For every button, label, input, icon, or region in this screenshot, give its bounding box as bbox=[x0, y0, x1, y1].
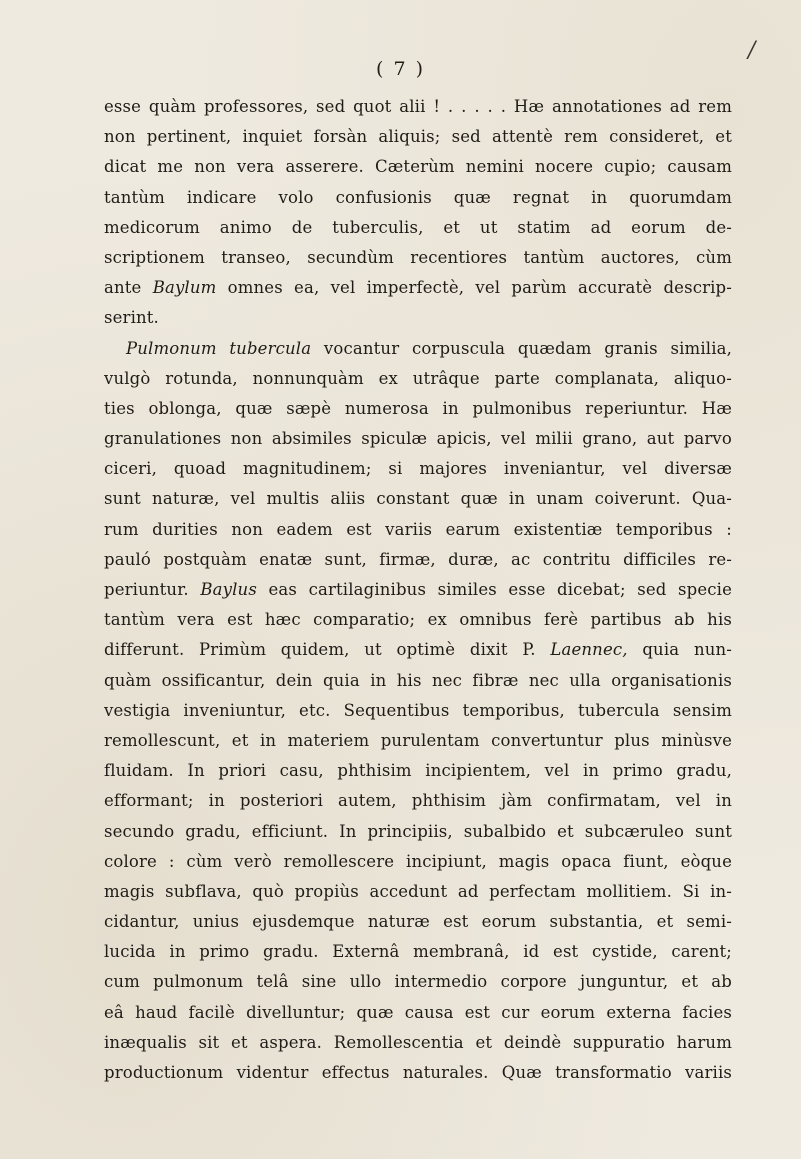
text-line bbox=[104, 364, 732, 394]
text-line bbox=[104, 484, 732, 514]
text-span: ties oblonga, quæ sæpè numerosa in pulmonibus reperiuntur. Hæ bbox=[104, 398, 732, 418]
text-span: tantùm indicare volo confusionis quæ regnat in quorumdam bbox=[104, 187, 732, 207]
text-span: omnes ea, vel imperfectè, vel parùm accuratè descrip- bbox=[216, 278, 732, 298]
text-line bbox=[104, 303, 732, 333]
text-span: ciceri, quoad magnitudinem; si majores inveniantur, vel diversæ bbox=[104, 459, 732, 479]
text-span: dicat me non vera asserere. Cæterùm nemini nocere cupio; causam bbox=[104, 157, 732, 177]
text-line bbox=[104, 92, 732, 122]
text-span: rum durities non eadem est variis earum existentiæ temporibus : bbox=[104, 519, 732, 539]
text-line bbox=[104, 334, 732, 364]
text-span: quia nun- bbox=[627, 640, 732, 660]
text-span: periuntur. bbox=[104, 580, 201, 599]
text-line bbox=[104, 273, 732, 303]
text-span: vocantur corpuscula quædam granis similia, bbox=[311, 338, 732, 358]
text-line bbox=[104, 515, 732, 545]
text-span: remollescunt, et in materiem purulentam convertuntur plus minùsve bbox=[104, 730, 732, 750]
text-line bbox=[104, 967, 732, 997]
text-line bbox=[104, 213, 732, 243]
page-number: ( 7 ) bbox=[376, 58, 425, 80]
text-line bbox=[104, 726, 732, 756]
text-line bbox=[104, 605, 732, 635]
text-line bbox=[104, 666, 732, 696]
text-span: secundo gradu, efficiunt. In principiis, subalbido et subcæruleo sunt bbox=[104, 821, 732, 841]
text-line bbox=[104, 1058, 732, 1088]
text-span: eâ haud facilè divelluntur; quæ causa est cur eorum externa facies bbox=[104, 1002, 732, 1022]
text-span: eas cartilaginibus similes esse dicebat; sed specie bbox=[256, 580, 732, 599]
text-line bbox=[104, 937, 732, 967]
text-span: ante bbox=[104, 278, 153, 298]
corner-mark: / bbox=[748, 38, 756, 63]
text-span: Baylus bbox=[200, 580, 257, 599]
text-line bbox=[104, 152, 732, 182]
text-span: Pulmonum tubercula bbox=[126, 338, 312, 358]
text-span: medicorum animo de tuberculis, et ut statim ad eorum de- bbox=[104, 217, 732, 237]
text-line bbox=[104, 545, 732, 575]
text-span: magis subflava, quò propiùs accedunt ad perfectam mollitiem. Si in- bbox=[104, 881, 732, 901]
text-span: Baylum bbox=[152, 278, 217, 298]
text-span: esse quàm professores, sed quot alii ! . . . . . Hæ annotationes ad rem bbox=[104, 97, 732, 116]
text-span: colore : cùm verò remollescere incipiunt, magis opaca fiunt, eòque bbox=[104, 851, 732, 871]
text-line bbox=[104, 122, 732, 152]
text-span: efformant; in posteriori autem, phthisim jàm confirmatam, vel in bbox=[104, 791, 732, 811]
text-line bbox=[104, 907, 732, 937]
text-line bbox=[104, 1028, 732, 1058]
text-line bbox=[104, 575, 732, 605]
text-span: lucida in primo gradu. Externâ membranâ, id est cystide, carent; bbox=[104, 942, 732, 962]
text-line bbox=[104, 877, 732, 907]
text-line bbox=[104, 786, 732, 816]
text-line bbox=[104, 394, 732, 424]
text-line bbox=[104, 817, 732, 847]
text-line bbox=[104, 424, 732, 454]
text-span: cidantur, unius ejusdemque naturæ est eorum substantia, et semi- bbox=[104, 912, 732, 932]
text-line bbox=[104, 243, 732, 273]
text-line bbox=[104, 696, 732, 726]
text-span: Laennec, bbox=[550, 640, 628, 660]
text-span: scriptionem transeo, secundùm recentiores tantùm auctores, cùm bbox=[104, 247, 732, 267]
text-span: non pertinent, inquiet forsàn aliquis; sed attentè rem consideret, et bbox=[104, 127, 732, 147]
text-line bbox=[104, 454, 732, 484]
text-span: sunt naturæ, vel multis aliis constant quæ in unam coiverunt. Qua- bbox=[104, 489, 732, 509]
text-span: vestigia inveniuntur, etc. Sequentibus temporibus, tubercula sensim bbox=[104, 700, 732, 720]
text-span: pauló postquàm enatæ sunt, firmæ, duræ, ac contritu difficiles re- bbox=[104, 549, 732, 569]
text-span: quàm ossificantur, dein quia in his nec fibræ nec ulla organisationis bbox=[104, 670, 732, 690]
text-span: serint. bbox=[104, 308, 159, 328]
text-line bbox=[104, 847, 732, 877]
text-span: fluidam. In priori casu, phthisim incipientem, vel in primo gradu, bbox=[104, 761, 732, 781]
text-span: inæqualis sit et aspera. Remollescentia et deindè suppuratio harum bbox=[104, 1032, 732, 1052]
text-span: tantùm vera est hæc comparatio; ex omnibus ferè partibus ab his bbox=[104, 610, 732, 630]
text-line bbox=[104, 183, 732, 213]
text-line bbox=[104, 756, 732, 786]
text-span: productionum videntur effectus naturales. Quæ transformatio variis bbox=[104, 1063, 732, 1082]
text-span: granulationes non absimiles spiculæ apicis, vel milii grano, aut parvo bbox=[104, 429, 732, 449]
text-span: differunt. Primùm quidem, ut optimè dixit P. bbox=[104, 640, 551, 660]
text-span: cum pulmonum telâ sine ullo intermedio corpore junguntur, et ab bbox=[104, 972, 732, 992]
text-span: vulgò rotunda, nonnunquàm ex utrâque parte complanata, aliquo- bbox=[104, 368, 732, 388]
text-line bbox=[104, 635, 732, 665]
body-text bbox=[104, 92, 732, 1088]
text-line bbox=[104, 998, 732, 1028]
